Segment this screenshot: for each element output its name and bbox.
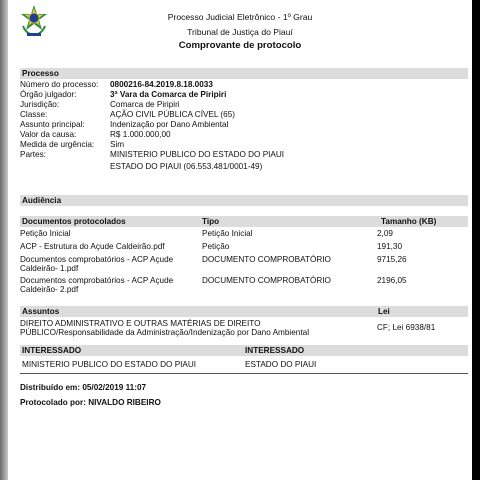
header-title: Processo Judicial Eletrônico - 1º Grau bbox=[167, 12, 313, 22]
label-urgencia: Medida de urgência: bbox=[20, 140, 95, 149]
value-classe: AÇÃO CIVIL PÚBLICA CÍVEL (65) bbox=[110, 110, 235, 119]
interessado-header-right: INTERESSADO bbox=[245, 346, 305, 355]
scan-edge-shadow bbox=[0, 0, 8, 480]
interessado-right: ESTADO DO PIAUI bbox=[245, 360, 317, 369]
col-tamanho: Tamanho (KB) bbox=[381, 217, 437, 226]
doc-row-4-name-1: Documentos comprobatórios - ACP Açude bbox=[20, 276, 174, 285]
value-valor: R$ 1.000.000,00 bbox=[110, 130, 171, 139]
col-assuntos: Assuntos bbox=[22, 307, 60, 316]
value-assunto: Indenização por Dano Ambiental bbox=[110, 120, 229, 129]
label-numero: Número do processo: bbox=[20, 80, 99, 89]
col-documentos: Documentos protocolados bbox=[22, 217, 126, 226]
col-tipo: Tipo bbox=[202, 217, 220, 226]
doc-row-3-type: DOCUMENTO COMPROBATÓRIO bbox=[202, 255, 331, 264]
doc-row-4-type: DOCUMENTO COMPROBATÓRIO bbox=[202, 276, 331, 285]
doc-row-1-type: Petição Inicial bbox=[202, 229, 253, 238]
doc-row-1-name: Petição Inicial bbox=[20, 229, 71, 238]
label-jurisdicao: Jurisdição: bbox=[20, 100, 60, 109]
value-numero: 0800216-84.2019.8.18.0033 bbox=[110, 80, 213, 89]
section-divider bbox=[20, 373, 468, 374]
header-court: Tribunal de Justiça do Piauí bbox=[187, 27, 293, 37]
label-partes: Partes: bbox=[20, 150, 46, 159]
interessado-header-left: INTERESSADO bbox=[22, 346, 82, 355]
processo-section-bar bbox=[20, 68, 468, 79]
value-urgencia: Sim bbox=[110, 140, 125, 149]
audiencia-section-title: Audiência bbox=[22, 196, 62, 205]
document-title: Comprovante de protocolo bbox=[178, 40, 302, 51]
distribuido-em: Distribuído em: 05/02/2019 11:07 bbox=[20, 383, 147, 392]
label-assunto: Assunto principal: bbox=[20, 120, 85, 129]
doc-row-4-name-2: Caldeirão- 2.pdf bbox=[20, 285, 79, 294]
audiencia-section-bar bbox=[20, 195, 468, 206]
label-classe: Classe: bbox=[20, 110, 48, 119]
label-orgao: Órgão julgador: bbox=[20, 90, 77, 99]
col-lei: Lei bbox=[378, 307, 390, 316]
value-partes-1: MINISTERIO PUBLICO DO ESTADO DO PIAUI bbox=[110, 150, 285, 159]
doc-row-4-size: 2196,05 bbox=[377, 276, 407, 285]
assunto-line-2: PÚBLICO/Responsabilidade da Administração/Indenização por Dano Ambiental bbox=[20, 328, 310, 337]
assunto-line-1: DIREITO ADMINISTRATIVO E OUTRAS MATÉRIAS DE DIREITO bbox=[20, 319, 261, 328]
doc-row-3-name-2: Caldeirão- 1.pdf bbox=[20, 264, 79, 273]
interessados-header-bar bbox=[20, 345, 468, 356]
doc-row-3-name-1: Documentos comprobatórios - ACP Açude bbox=[20, 255, 174, 264]
value-jurisdicao: Comarca de Piripiri bbox=[110, 100, 180, 109]
label-valor: Valor da causa: bbox=[20, 130, 77, 139]
doc-row-3-size: 9715,26 bbox=[377, 255, 407, 264]
value-orgao: 3ª Vara da Comarca de Piripiri bbox=[110, 90, 227, 99]
doc-row-2-size: 191,30 bbox=[377, 242, 403, 251]
processo-section-title: Processo bbox=[22, 69, 59, 78]
protocolado-por: Protocolado por: NIVALDO RIBEIRO bbox=[20, 398, 161, 407]
assunto-lei: CF; Lei 6938/81 bbox=[377, 323, 436, 332]
value-partes-2: ESTADO DO PIAUI (06.553.481/0001-49) bbox=[110, 162, 263, 171]
interessado-left: MINISTERIO PUBLICO DO ESTADO DO PIAUI bbox=[22, 360, 197, 369]
doc-row-2-name: ACP - Estrutura do Açude Caldeirão.pdf bbox=[20, 242, 165, 251]
doc-row-1-size: 2,09 bbox=[377, 229, 393, 238]
assuntos-header-bar bbox=[20, 306, 468, 317]
doc-row-2-type: Petição bbox=[202, 242, 230, 251]
